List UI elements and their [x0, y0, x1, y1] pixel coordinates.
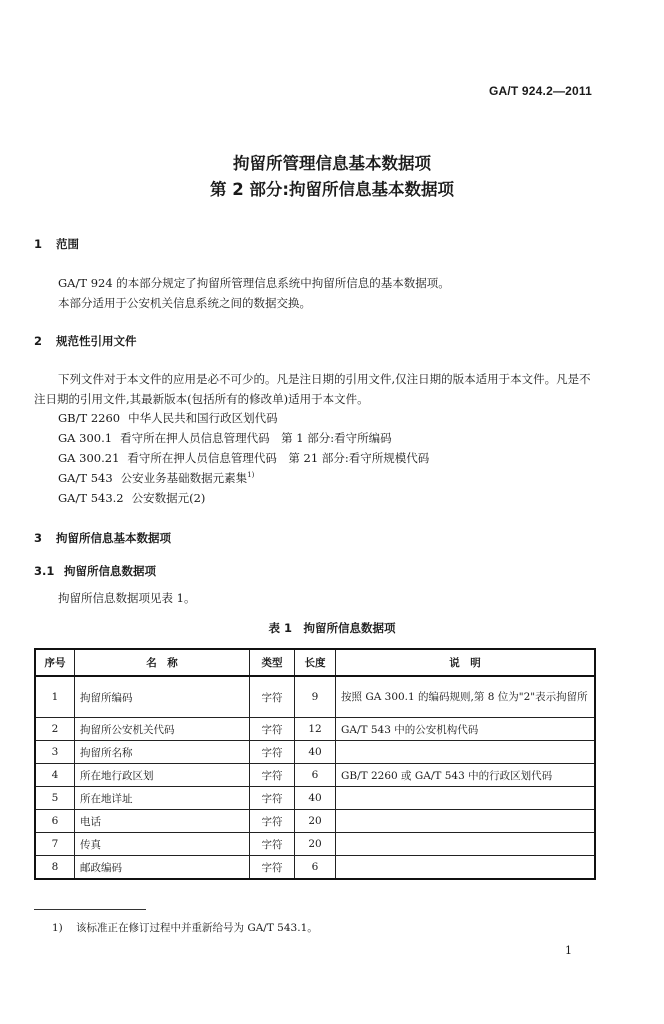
cell-name: 拘留所名称	[75, 741, 250, 764]
cell-length: 20	[295, 810, 336, 833]
footnote-marker: 1)	[247, 471, 255, 480]
section-number: 2	[34, 334, 43, 348]
document-title: 拘留所管理信息基本数据项	[233, 154, 431, 173]
cell-type: 字符	[250, 833, 295, 856]
table-row	[35, 676, 595, 718]
cell-type: 字符	[250, 764, 295, 787]
cell-name: 拘留所编码	[75, 676, 250, 718]
section-number: 3	[34, 531, 43, 545]
table-row	[35, 810, 595, 833]
cell-description: GB/T 2260 或 GA/T 543 中的行政区划代码	[336, 764, 596, 787]
cell-name: 邮政编码	[75, 856, 250, 880]
section-title: 拘留所信息数据项	[64, 564, 156, 578]
cell-no: 7	[35, 833, 75, 856]
header-length: 长度	[295, 649, 336, 676]
reference-code: GA/T 543	[58, 471, 113, 485]
table-row	[35, 741, 595, 764]
cell-no: 6	[35, 810, 75, 833]
cell-description	[336, 741, 596, 764]
cell-type: 字符	[250, 676, 295, 718]
cell-no: 5	[35, 787, 75, 810]
cell-length: 12	[295, 718, 336, 741]
page-number: 1	[565, 944, 572, 957]
section-3-heading	[34, 530, 171, 546]
cell-length: 6	[295, 764, 336, 787]
reference-item	[58, 490, 205, 506]
cell-description	[336, 856, 596, 880]
table-row	[35, 833, 595, 856]
reference-title: 公安数据元(2)	[131, 491, 206, 505]
cell-description: 按照 GA 300.1 的编码规则,第 8 位为"2"表示拘留所	[336, 676, 596, 718]
cell-length: 40	[295, 787, 336, 810]
reference-code: GB/T 2260	[58, 411, 121, 425]
reference-title: 中华人民共和国行政区划代码	[128, 411, 278, 425]
header-type: 类型	[250, 649, 295, 676]
cell-length: 20	[295, 833, 336, 856]
cell-no: 3	[35, 741, 75, 764]
section-title: 规范性引用文件	[56, 334, 137, 348]
cell-name: 所在地详址	[75, 787, 250, 810]
cell-length: 9	[295, 676, 336, 718]
paragraph: 本部分适用于公安机关信息系统之间的数据交换。	[58, 296, 311, 310]
footnote	[52, 920, 318, 935]
table-row	[35, 787, 595, 810]
reference-code: GA 300.21	[58, 451, 120, 465]
reference-item	[58, 430, 392, 446]
cell-description	[336, 833, 596, 856]
header-name: 名 称	[75, 649, 250, 676]
footnote-mark: 1)	[52, 922, 63, 934]
data-items-table	[34, 648, 596, 880]
cell-name: 拘留所公安机关代码	[75, 718, 250, 741]
reference-title: 看守所在押人员信息管理代码 第 1 部分:看守所编码	[120, 431, 392, 445]
cell-length: 6	[295, 856, 336, 880]
reference-title: 公安业务基础数据元素集	[120, 471, 248, 485]
section-title: 拘留所信息基本数据项	[56, 531, 171, 545]
cell-name: 所在地行政区划	[75, 764, 250, 787]
reference-item	[58, 450, 429, 466]
paragraph: GA/T 924 的本部分规定了拘留所管理信息系统中拘留所信息的基本数据项。	[58, 276, 450, 290]
document-subtitle: 第 2 部分:拘留所信息基本数据项	[209, 180, 455, 199]
cell-no: 1	[35, 676, 75, 718]
cell-description	[336, 810, 596, 833]
cell-description	[336, 787, 596, 810]
cell-name: 电话	[75, 810, 250, 833]
paragraph: 下列文件对于本文件的应用是必不可少的。凡是注日期的引用文件,仅注日期的版本适用于本文件。凡是不注日期的引用文件,其最新版本(包括所有的修改单)适用于本文件。	[34, 372, 591, 406]
cell-no: 4	[35, 764, 75, 787]
section-3-1-heading	[34, 563, 156, 579]
reference-item	[58, 470, 254, 486]
cell-no: 2	[35, 718, 75, 741]
reference-title: 看守所在押人员信息管理代码 第 21 部分:看守所规模代码	[127, 451, 430, 465]
table-header-row	[35, 649, 595, 676]
reference-item	[58, 410, 278, 426]
table-row	[35, 718, 595, 741]
table-row	[35, 856, 595, 880]
table-caption: 表 1 拘留所信息数据项	[268, 621, 396, 635]
cell-name: 传真	[75, 833, 250, 856]
footnote-text: 该标准正在修订过程中并重新给号为 GA/T 543.1。	[76, 922, 318, 934]
section-number: 1	[34, 237, 43, 251]
reference-code: GA 300.1	[58, 431, 113, 445]
section-number: 3.1	[34, 564, 55, 578]
section-2-heading	[34, 333, 137, 349]
standard-code: GA/T 924.2—2011	[488, 84, 592, 98]
footnote-divider	[34, 909, 146, 910]
section-1-heading	[34, 236, 79, 252]
header-no: 序号	[35, 649, 75, 676]
cell-type: 字符	[250, 810, 295, 833]
paragraph: 拘留所信息数据项见表 1。	[58, 591, 196, 605]
cell-type: 字符	[250, 856, 295, 880]
cell-type: 字符	[250, 718, 295, 741]
table-row	[35, 764, 595, 787]
cell-type: 字符	[250, 741, 295, 764]
cell-type: 字符	[250, 787, 295, 810]
section-title: 范围	[56, 237, 79, 251]
reference-code: GA/T 543.2	[58, 491, 124, 505]
cell-no: 8	[35, 856, 75, 880]
cell-length: 40	[295, 741, 336, 764]
header-description: 说 明	[336, 649, 596, 676]
cell-description: GA/T 543 中的公安机构代码	[336, 718, 596, 741]
